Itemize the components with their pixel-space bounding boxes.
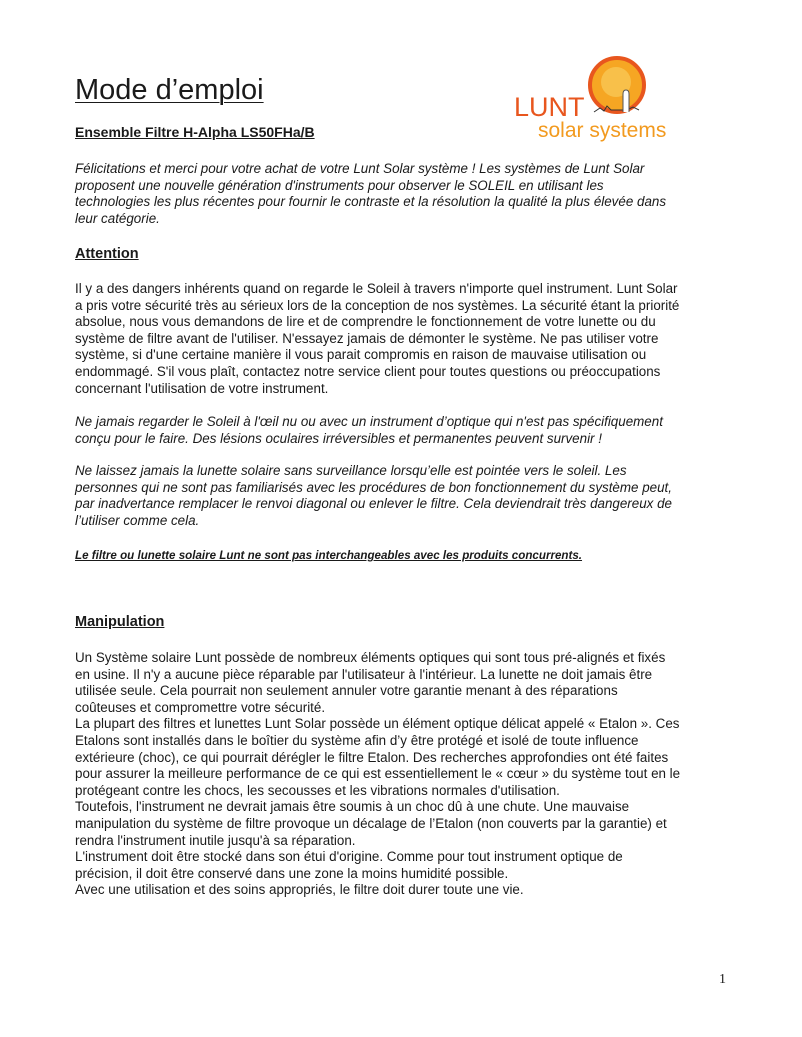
text-line: coûteuses et compromettre votre sécurité. — [75, 699, 326, 715]
text-line: pour assurer la meilleure performance de ce qui est essentiellement le « cœur » du système tout en le — [75, 766, 681, 782]
text-line: personnes qui ne sont pas familiarisés avec les procédures de bon fonctionnement du système peut, — [75, 479, 672, 495]
text-line: Un Système solaire Lunt possède de nombreux éléments optiques qui sont tous pré-alignés et fixés — [75, 650, 666, 665]
text-line: Il y a des dangers inhérents quand on regarde le Soleil à travers n'importe quel instrument. Lunt Solar — [75, 281, 678, 296]
text-line: absolue, nous vous demandons de lire et de comprendre le fonctionnement de votre lunette ou du — [75, 314, 656, 330]
document-subtitle: Ensemble Filtre H-Alpha LS50FHa/B — [75, 124, 315, 140]
attention-paragraph — [75, 281, 679, 397]
text-line: concernant l'utilisation de votre instrument. — [75, 380, 329, 396]
lunt-solar-systems-logo — [512, 52, 692, 144]
text-line: en usine. Il n'y a aucune pièce réparable par l'utilisateur à l'intérieur. La lunette ne doit jamais être — [75, 666, 653, 682]
text-line: endommagé. S'il vous plaît, contactez notre service client pour toutes questions ou préoccupations — [75, 363, 661, 379]
text-line: l’utiliser comme cela. — [75, 512, 200, 528]
intro-paragraph — [75, 161, 666, 227]
svg-text:LUNT: LUNT — [514, 92, 585, 122]
text-line: précision, il doit être conservé dans une zone la moins humidité possible. — [75, 865, 509, 881]
compatibility-warning: Le filtre ou lunette solaire Lunt ne sont pas interchangeables avec les produits concurrents. — [75, 549, 583, 562]
text-line: manipulation du système de filtre provoque un décalage de l’Etalon (non couverts par la garantie) et — [75, 815, 667, 831]
page-number: 1 — [719, 972, 726, 987]
text-line: Toutefois, l'instrument ne devrait jamais être soumis à un choc dû à une chute. Une mauvaise — [75, 799, 630, 815]
text-line: protégeant contre les chocs, les secousses et les vibrations normales d'utilisation. — [75, 782, 560, 798]
text-line: Etalons sont installés dans le boîtier du système afin d’y être protégé et isolé de toute influence — [75, 732, 639, 748]
text-line: Ne laissez jamais la lunette solaire sans surveillance lorsqu’elle est pointée vers le soleil. Les — [75, 463, 627, 478]
text-line: système, si d'une certaine manière il vous parait compromis en raison de mauvaise utilisation ou — [75, 347, 647, 363]
text-line: Félicitations et merci pour votre achat de votre Lunt Solar système ! Les systèmes de Lunt Solar — [75, 161, 645, 176]
attention-heading: Attention — [75, 246, 139, 262]
text-line: par inadvertance remplacer le renvoi diagonal ou enlever le filtre. Cela deviendrait très dangereux de — [75, 496, 672, 512]
eye-warning-paragraph — [75, 414, 663, 447]
text-line: leur catégorie. — [75, 210, 160, 226]
text-line: système de filtre avant de l'utiliser. N'essayez jamais de démonter le système. Ne pas utiliser votre — [75, 330, 659, 346]
manipulation-paragraph — [75, 650, 680, 899]
text-line: proposent une nouvelle génération d'instruments pour observer le SOLEIL en utilisant les — [75, 177, 604, 193]
text-line: Avec une utilisation et des soins appropriés, le filtre doit durer toute une vie. — [75, 882, 524, 898]
page-title: Mode d’emploi — [75, 74, 264, 106]
text-line: a pris votre sécurité très au sérieux lors de la conception de nos systèmes. La sécurité étant la priorité — [75, 297, 680, 313]
supervision-paragraph — [75, 463, 672, 529]
text-line: extérieure (choc), ce qui pourrait dérégler le filtre Etalon. Des recherches approfondies ont été faites — [75, 749, 669, 765]
text-line: utilisée seule. Cela pourrait non seulement annuler votre garantie menant à des réparations — [75, 683, 618, 699]
text-line: La plupart des filtres et lunettes Lunt Solar possède un élément optique délicat appelé « Etalon ». Ces — [75, 716, 680, 732]
text-line: L'instrument doit être stocké dans son étui d'origine. Comme pour tout instrument optique de — [75, 849, 623, 865]
svg-text:solar systems: solar systems — [538, 119, 667, 142]
text-line: Ne jamais regarder le Soleil à l'œil nu ou avec un instrument d’optique qui n'est pas spécifiquement — [75, 414, 663, 429]
text-line: conçu pour le faire. Des lésions oculaires irréversibles et permanentes peuvent survenir ! — [75, 430, 602, 446]
text-line: rendra l'instrument inutile jusqu'à sa réparation. — [75, 832, 356, 848]
text-line: technologies les plus récentes pour fournir le contraste et la résolution la qualité la plus élevée dans — [75, 194, 667, 210]
manipulation-heading: Manipulation — [75, 614, 165, 630]
